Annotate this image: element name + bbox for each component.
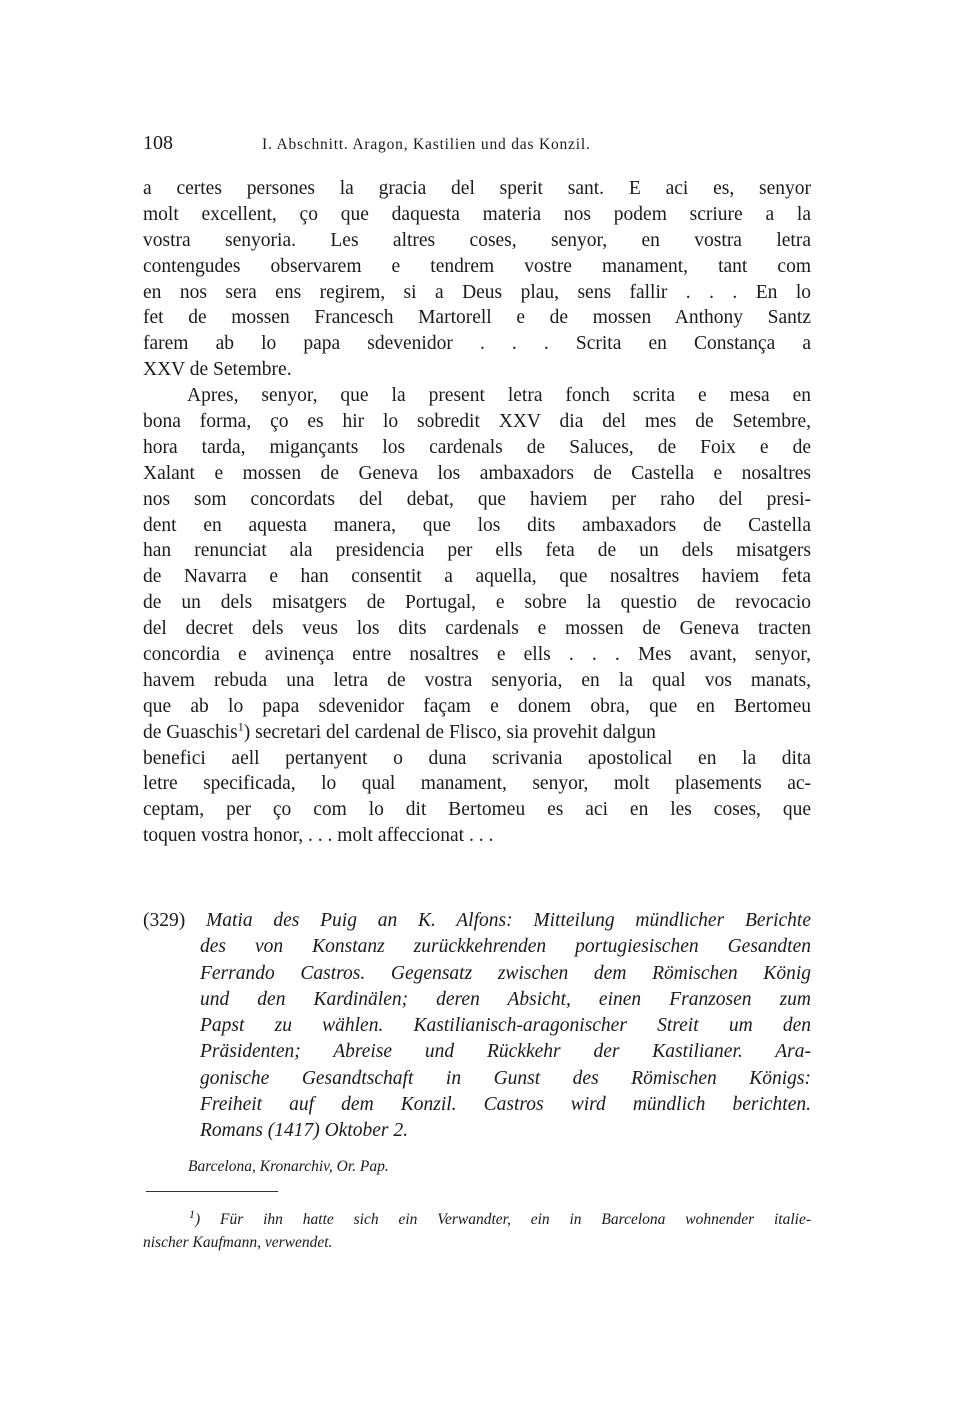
entry-line: Freiheit auf dem Konzil. Castros wird mündlich berichten. xyxy=(200,1094,811,1116)
text-line: molt excellent, ço que daquesta materia nos podem scriure a la xyxy=(143,203,811,225)
text-line: han renunciat ala presidencia per ells feta de un dels misatgers xyxy=(143,540,811,562)
entry-line: Papst zu wählen. Kastilianisch-aragonischer Streit um den xyxy=(200,1015,811,1037)
running-head: I. Abschnitt. Aragon, Kastilien und das Konzil. xyxy=(262,136,591,153)
footnote-line: nischer Kaufmann, verwendet. xyxy=(143,1234,333,1251)
entry-number: (329) xyxy=(143,910,186,931)
text-line: del decret dels veus los dits cardenals e mossen de Geneva tracten xyxy=(143,618,811,640)
footnotes xyxy=(143,1208,811,1254)
paragraph-first-line: Apres, senyor, que la present letra fonch scrita e mesa en xyxy=(187,385,811,407)
text-line: farem ab lo papa sdevenidor . . . Scrita en Constança a xyxy=(143,333,811,355)
entry-line: gonische Gesandtschaft in Gunst des Römischen Königs: xyxy=(200,1067,811,1089)
page-number: 108 xyxy=(143,132,173,154)
text-line: hora tarda, migançants los cardenals de Saluces, de Foix e de xyxy=(143,436,811,458)
text-line: nos som concordats del debat, que haviem per raho del presi- xyxy=(143,488,811,510)
entry-date: Romans (1417) Oktober 2. xyxy=(200,1120,408,1142)
text-fragment xyxy=(143,720,656,746)
text-fragment-end: ) secretari del cardenal de Flisco, sia provehit dalgun xyxy=(243,721,656,743)
text-line: concordia e avinença entre nosaltres e ells . . . Mes avant, senyor, xyxy=(143,644,811,666)
text-line: a certes persones la gracia del sperit sant. E aci es, senyor xyxy=(143,178,811,199)
text-line: ceptam, per ço com lo dit Bertomeu es aci en les coses, que xyxy=(143,799,811,821)
entry-heading-line xyxy=(143,908,811,934)
footnote-ref[interactable]: 1 xyxy=(237,719,244,734)
archive-reference: Barcelona, Kronarchiv, Or. Pap. xyxy=(188,1158,389,1175)
document-entry xyxy=(143,908,811,1145)
footnote-divider xyxy=(146,1191,278,1192)
text-line: havem rebuda una letra de vostra senyoria, en la qual vos manats, xyxy=(143,669,811,691)
text-line: letre specificada, lo qual manament, senyor, molt plasements ac- xyxy=(143,773,811,795)
text-line: vostra senyoria. Les altres coses, senyor, en vostra letra xyxy=(143,229,811,251)
text-line: benefici aell pertanyent o duna scrivania apostolical en la dita xyxy=(143,747,811,769)
footnote-line xyxy=(143,1208,811,1231)
text-line: que ab lo papa sdevenidor façam e donem obra, que en Bertomeu xyxy=(143,695,811,717)
entry-line: Präsidenten; Abreise und Rückkehr der Kastilianer. Ara- xyxy=(200,1041,811,1063)
text-line: contengudes observarem e tendrem vostre manament, tant com xyxy=(143,255,811,277)
text-line: bona forma, ço es hir lo sobredit XXV dia del mes de Setembre, xyxy=(143,411,811,433)
text-line: Xalant e mossen de Geneva los ambaxadors de Castella e nosaltres xyxy=(143,462,811,484)
text-line-with-footnote xyxy=(143,720,811,746)
footnote-marker: 1 xyxy=(189,1206,195,1221)
entry-line: des von Konstanz zurückkehrenden portugiesischen Gesandten xyxy=(200,936,811,958)
entry-line: Ferrando Castros. Gegensatz zwischen dem Römischen König xyxy=(200,962,811,984)
text-line: de Navarra e han consentit a aquella, que nosaltres haviem feta xyxy=(143,566,811,588)
text-fragment-start: de Guaschis xyxy=(143,721,238,743)
entry-text: Matia des Puig an K. Alfons: Mitteilung mündlicher Berichte xyxy=(206,910,811,931)
text-line: dent en aquesta manera, que los dits ambaxadors de Castella xyxy=(143,514,811,536)
letter-text xyxy=(143,176,811,849)
text-line: toquen vostra honor, . . . molt affeccionat . . . xyxy=(143,825,494,847)
text-line: en nos sera ens regirem, si a Deus plau, sens fallir . . . En lo xyxy=(143,281,811,303)
footnote-text: ) Für ihn hatte sich ein Verwandter, ein in Barcelona wohnender italie- xyxy=(195,1211,811,1228)
text-line: XXV de Setembre. xyxy=(143,359,292,381)
text-line: de un dels misatgers de Portugal, e sobre la questio de revocacio xyxy=(143,592,811,614)
text-line: fet de mossen Francesch Martorell e de mossen Anthony Santz xyxy=(143,307,811,329)
entry-line: und den Kardinälen; deren Absicht, einen Franzosen zum xyxy=(200,988,811,1010)
